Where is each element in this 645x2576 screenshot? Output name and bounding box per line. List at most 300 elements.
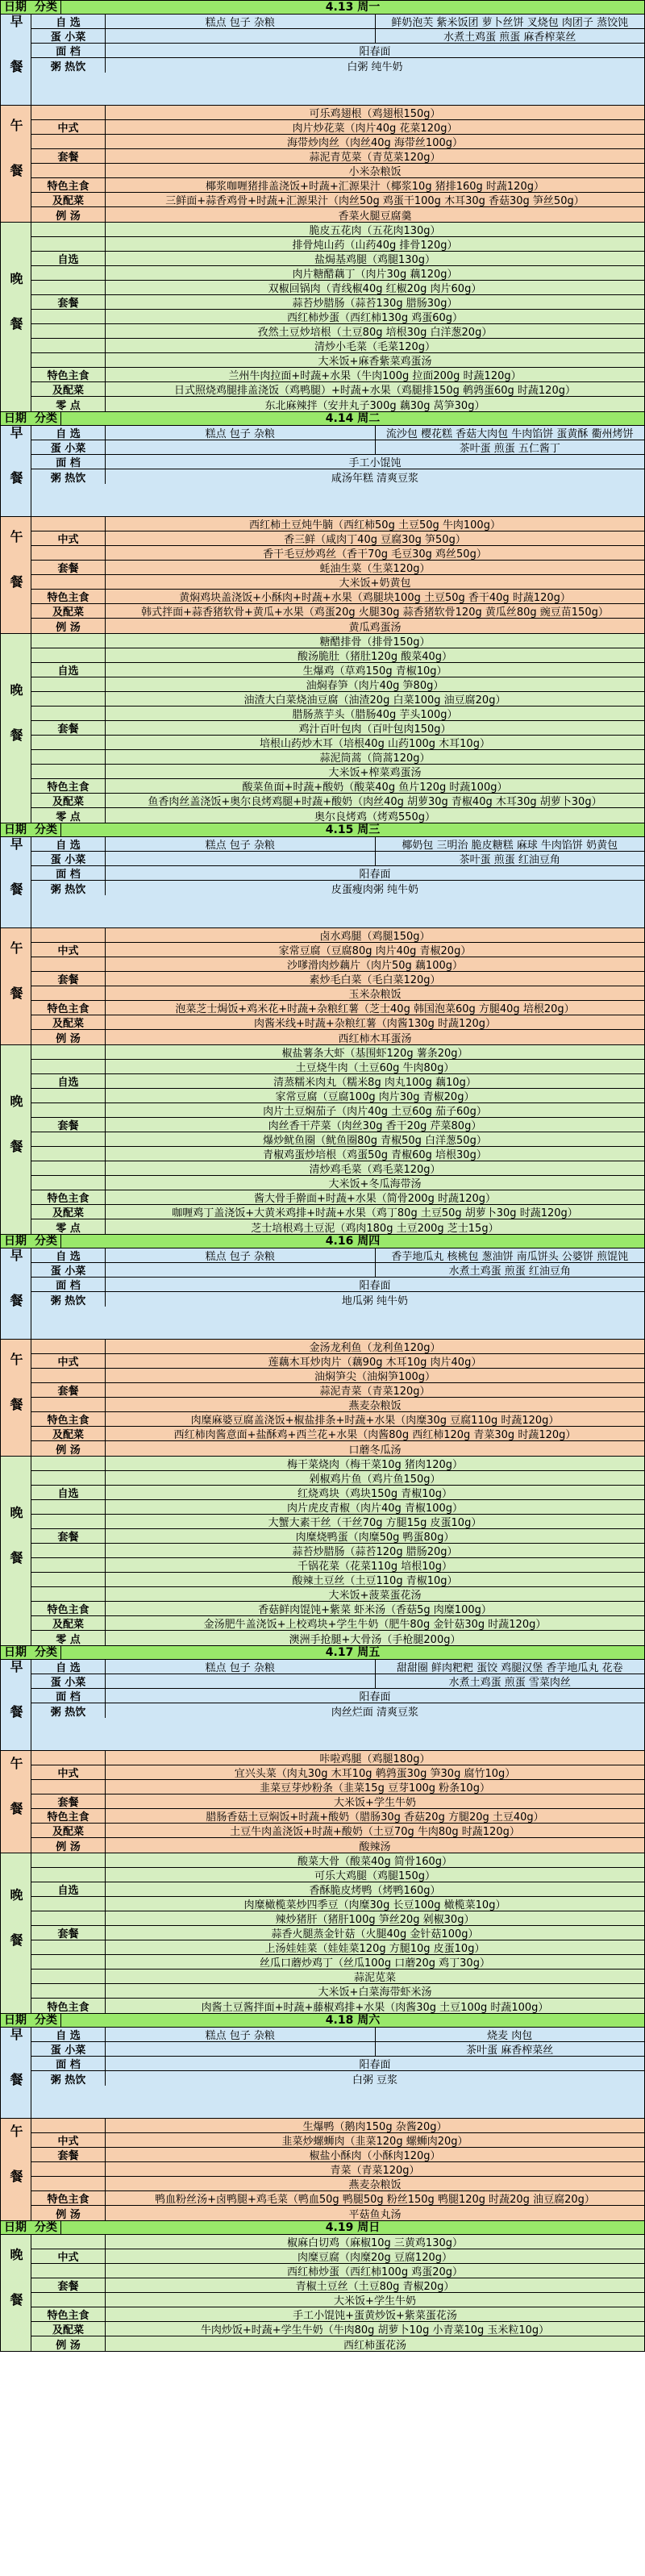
menu-item: 西红柿炒蛋（西红柿130g 鸡蛋60g） [287, 312, 463, 323]
menu-item: 双椒回锅肉（青线椒40g 红椒20g 肉片60g） [268, 283, 482, 294]
menu-row [31, 324, 644, 339]
meal-name: 晚餐 [8, 1094, 23, 1185]
item-grid [106, 1263, 644, 1277]
row-category: 例 汤 [31, 1838, 106, 1853]
meal-label [1, 2119, 31, 2220]
meal-name: 午餐 [8, 1757, 23, 1847]
row-category: 自选 [31, 663, 106, 677]
row-category [31, 517, 106, 531]
menu-item: 三鲜面+蒜香鸡骨+时蔬+汇源果汁（肉丝50g 鸡蛋干100g 木耳30g 香菇30g 笋丝50g） [165, 195, 585, 206]
menu-item: 梅干菜烧肉（梅干菜10g 猪肉120g） [287, 1459, 463, 1470]
row-category: 及配菜 [31, 382, 106, 396]
meal-name: 早餐 [8, 2028, 23, 2118]
menu-row [31, 721, 644, 736]
meal-rows [31, 2119, 644, 2220]
menu-row [31, 1278, 644, 1292]
menu-row [31, 1765, 644, 1780]
menu-item: 宜兴头菜（肉丸30g 木耳10g 鹌鹑蛋30g 笋30g 腐竹10g） [234, 1768, 516, 1779]
row-category: 自 选 [31, 2028, 106, 2041]
meal-name: 早餐 [8, 837, 23, 927]
meal-block [1, 15, 644, 106]
menu-item: 大米饭+学生牛奶 [334, 2295, 416, 2307]
menu-item: 卤水鸡腿（鸡腿150g） [319, 931, 431, 942]
menu-item: 泡菜芝士焗饭+鸡米花+时蔬+杂粮红薯（芝士40g 韩国泡菜60g 方腿40g 培根20g） [175, 1003, 575, 1015]
menu-item: 肉糜橄榄菜炒四季豆（肉糜30g 长豆100g 橄榄菜10g） [243, 1899, 506, 1911]
menu-row [31, 353, 644, 368]
meal-rows [31, 426, 644, 516]
row-category: 自 选 [31, 15, 106, 28]
menu-row [31, 590, 644, 604]
grid-item: 甜甜圈 鲜肉粑粑 蛋饺 鸡腿汉堡 香芋地瓜丸 花卷 [396, 1662, 623, 1674]
menu-row [31, 1471, 644, 1486]
row-category [31, 765, 106, 778]
menu-item: 清炒鸡毛菜（鸡毛菜120g） [309, 1164, 441, 1175]
meal-name: 晚餐 [8, 1888, 23, 1978]
meal-rows [31, 106, 644, 222]
menu-row [31, 397, 644, 411]
menu-row [31, 193, 644, 207]
meal-rows [31, 1248, 644, 1339]
meal-label [1, 634, 31, 823]
menu-item: 椒麻白切鸡（麻椒10g 三黄鸡130g） [287, 2237, 463, 2249]
menu-item: 香三鲜（咸肉丁40g 豆腐30g 笋50g） [284, 534, 466, 545]
row-category: 特色主食 [31, 2307, 106, 2321]
row-category [31, 1471, 106, 1485]
row-category: 面 档 [31, 1278, 106, 1291]
meal-name: 晚餐 [8, 683, 23, 773]
menu-item: 口蘑冬瓜汤 [348, 1444, 402, 1456]
grid-item: 烧麦 肉包 [487, 2030, 533, 2041]
row-category [31, 2162, 106, 2176]
menu-row [31, 808, 644, 823]
row-category [31, 692, 106, 706]
menu-item: 地瓜粥 纯牛奶 [341, 1294, 409, 1307]
menu-item: 手工小馄饨+蛋黄炒饭+紫菜蛋花汤 [293, 2310, 457, 2321]
menu-row [31, 1176, 644, 1190]
menu-row [31, 1398, 644, 1412]
menu-item: 千锅花菜（花菜110g 培根10g） [298, 1561, 452, 1572]
menu-item: 韭菜炒螺蛳肉（韭菜120g 螺蛳肉20g） [281, 2136, 468, 2147]
menu-row [31, 736, 644, 750]
type-label: 分类 [35, 823, 57, 836]
menu-row [31, 426, 644, 440]
meal-rows [31, 1660, 644, 1750]
menu-row [31, 1001, 644, 1015]
menu-item: 兰州牛肉拉面+时蔬+水果（牛肉100g 拉面200g 时蔬120g） [228, 370, 522, 381]
menu-item: 韩式拌面+蒜香猪软骨+黄瓜+水果（鸡蛋20g 火腿30g 蒜香猪软骨120g 黄瓜丝80g 豌豆苗150g） [141, 606, 609, 618]
menu-row [31, 1703, 644, 1718]
menu-item: 黄瓜鸡蛋汤 [348, 621, 402, 633]
meal-name: 午餐 [8, 530, 23, 620]
menu-item: 糖醋排骨（排骨150g） [319, 636, 431, 648]
menu-item: 西红柿肉酱意面+盐酥鸡+西兰花+水果（肉酱80g 西红柿120g 青菜30g 时蔬120g） [173, 1429, 576, 1440]
row-category: 自 选 [31, 426, 106, 440]
row-category [31, 164, 106, 177]
row-category: 自选 [31, 1882, 106, 1896]
row-category [31, 1751, 106, 1765]
menu-item: 椒盐小酥肉（小酥肉120g） [309, 2150, 441, 2161]
menu-row [31, 1853, 644, 1868]
menu-row [31, 1955, 644, 1970]
row-category [31, 281, 106, 294]
meal-block [1, 634, 644, 823]
row-category: 及配菜 [31, 2322, 106, 2336]
menu-item: 阳春面 [359, 869, 391, 880]
menu-row [31, 2293, 644, 2307]
row-category [31, 1853, 106, 1867]
day-title: 4.17 周五 [325, 1646, 381, 1659]
menu-item: 西红柿木耳蛋汤 [338, 1032, 412, 1044]
meal-label [1, 223, 31, 411]
menu-item: 酸辣土豆丝（土豆110g 青椒10g） [292, 1575, 458, 1586]
menu-row [31, 1911, 644, 1926]
row-category: 面 档 [31, 44, 106, 57]
menu-row [31, 2028, 644, 2042]
menu-item: 酸菜大骨（酸菜40g 简骨160g） [298, 1856, 452, 1867]
item-grid [106, 29, 644, 43]
row-category: 特色主食 [31, 2191, 106, 2205]
menu-row [31, 2177, 644, 2191]
date-label: 日期 [4, 2014, 27, 2027]
menu-item: 海带炒肉丝（肉丝40g 海带丝100g） [287, 137, 463, 148]
meal-rows [31, 1457, 644, 1645]
row-category: 套餐 [31, 2278, 106, 2292]
row-category [31, 957, 106, 971]
row-category: 及配菜 [31, 193, 106, 206]
row-category [31, 546, 106, 560]
menu-row [31, 986, 644, 1001]
meal-block [1, 426, 644, 517]
menu-item: 阳春面 [359, 2059, 391, 2070]
item-grid [106, 837, 644, 851]
meal-rows [31, 1340, 644, 1456]
grid-item: 茶叶蛋 煎蛋 红油豆角 [459, 854, 560, 865]
menu-row [31, 1030, 644, 1044]
meal-label [1, 426, 31, 516]
type-label: 分类 [35, 2221, 57, 2234]
row-category [31, 1060, 106, 1073]
date-label: 日期 [4, 1235, 27, 1248]
item-grid [106, 426, 644, 440]
row-category [31, 1500, 106, 1514]
row-category: 蛋 小菜 [31, 852, 106, 865]
menu-row [31, 957, 644, 972]
meal-name: 早餐 [8, 15, 23, 105]
row-category [31, 1176, 106, 1190]
meal-block [1, 1660, 644, 1751]
menu-item: 培根山药炒木耳（培根40g 山药100g 木耳10g） [260, 738, 490, 749]
menu-item: 辣炒猪肝（猪肝100g 笋丝20g 剁椒30g） [275, 1914, 475, 1925]
menu-row [31, 237, 644, 252]
meal-label [1, 106, 31, 222]
grid-item: 水煮土鸡蛋 煎蛋 红油豆角 [448, 1265, 571, 1277]
menu-row [31, 1689, 644, 1703]
row-category: 中式 [31, 120, 106, 134]
meal-name: 午餐 [8, 2124, 23, 2215]
day-header [1, 2014, 644, 2028]
row-category: 套餐 [31, 1794, 106, 1808]
row-category: 中式 [31, 531, 106, 545]
menu-row [31, 1015, 644, 1030]
row-category: 套餐 [31, 721, 106, 735]
menu-item: 酸汤脆肚（猪肚120g 酸菜40g） [298, 651, 452, 662]
menu-item: 平菇鱼丸汤 [348, 2208, 402, 2220]
date-type-cell [1, 412, 61, 425]
day-title: 4.19 周日 [325, 2221, 381, 2234]
menu-row [31, 1926, 644, 1940]
row-category [31, 1147, 106, 1161]
menu-item: 大米饭+学生牛奶 [334, 1797, 416, 1808]
row-category: 粥 热饮 [31, 2071, 106, 2086]
menu-item: 牛肉炒饭+时蔬+学生牛奶（牛肉80g 胡萝卜10g 小青菜10g 玉米粒10g） [200, 2324, 550, 2336]
meal-block [1, 106, 644, 223]
row-category [31, 135, 106, 148]
meal-rows [31, 2235, 644, 2351]
date-label: 日期 [4, 1, 27, 14]
meal-block [1, 1853, 644, 2014]
day-header [1, 1, 644, 15]
menu-item: 金汤肥牛盖浇饭+上校鸡块+学生牛奶（肥牛80g 金针菇30g 时蔬120g） [203, 1619, 547, 1630]
row-category: 例 汤 [31, 1030, 106, 1044]
menu-item: 大蟹大素干丝（干丝70g 方腿15g 皮蛋10g） [268, 1517, 482, 1528]
menu-item: 蒜香火腿蒸金针菇（火腿40g 金针菇100g） [271, 1928, 479, 1940]
item-grid [106, 1660, 644, 1674]
menu-item: 香酥脆皮烤鸭（烤鸭160g） [309, 1885, 441, 1896]
meal-rows [31, 517, 644, 633]
menu-item: 日式照烧鸡腿排盖浇饭（鸡鸭腿）+时蔬+水果（鸡腿排150g 鹌鹑蛋60g 时蔬120g） [174, 385, 576, 396]
menu-row [31, 575, 644, 590]
row-category [31, 1398, 106, 1411]
date-type-cell [1, 2221, 61, 2234]
grid-item [106, 440, 376, 454]
menu-row [31, 2322, 644, 2336]
menu-item: 黄焖鸡块盖浇饭+小酥肉+时蔬+水果（鸡腿块100g 土豆50g 香干40g 时蔬120g） [179, 592, 571, 603]
menu-row [31, 2278, 644, 2293]
menu-row [31, 881, 644, 895]
row-category [31, 324, 106, 338]
row-category [31, 1045, 106, 1059]
menu-row [31, 928, 644, 943]
menu-item: 脆皮五花肉（五花肉130g） [309, 225, 441, 236]
row-category: 自 选 [31, 837, 106, 851]
row-category [31, 736, 106, 749]
row-category: 粥 热饮 [31, 469, 106, 484]
menu-row [31, 339, 644, 353]
row-category [31, 1587, 106, 1601]
menu-item: 土豆烧牛肉（土豆60g 牛肉80g） [295, 1062, 455, 1073]
grid-item: 糕点 包子 杂粮 [106, 837, 376, 851]
menu-item: 大米饭+菠菜蛋花汤 [328, 1590, 422, 1601]
meal-label [1, 15, 31, 105]
date-label: 日期 [4, 1646, 27, 1659]
menu-item: 剁椒鸡片鱼（鸡片鱼150g） [309, 1473, 441, 1485]
date-type-cell [1, 2014, 61, 2027]
menu-item: 清炒小毛菜（毛菜120g） [314, 341, 436, 352]
row-category: 零 点 [31, 808, 106, 823]
menu-row [31, 1616, 644, 1631]
meal-name: 早餐 [8, 1248, 23, 1339]
row-category: 特色主食 [31, 178, 106, 192]
row-category: 中式 [31, 2133, 106, 2147]
menu-item: 家常豆腐（豆腐80g 肉片40g 青椒20g） [278, 945, 472, 957]
meal-label [1, 1751, 31, 1853]
menu-row [31, 2148, 644, 2162]
menu-row [31, 455, 644, 469]
row-category [31, 1132, 106, 1146]
menu-row [31, 707, 644, 721]
row-category [31, 648, 106, 662]
menu-row [31, 1190, 644, 1205]
date-label: 日期 [4, 823, 27, 836]
menu-item: 肉片虎皮青椒（肉片40g 青椒100g） [287, 1503, 463, 1514]
menu-row [31, 531, 644, 546]
grid-item: 糕点 包子 杂粮 [106, 15, 376, 28]
menu-item: 上汤娃娃菜（娃娃菜120g 方腿10g 皮蛋10g） [264, 1943, 485, 1954]
menu-row [31, 1383, 644, 1398]
menu-item: 肉片土豆焖茄子（肉片40g 土豆60g 茄子60g） [263, 1106, 487, 1117]
menu-row [31, 794, 644, 808]
menu-row [31, 677, 644, 692]
menu-item: 排骨炖山药（山药40g 排骨120g） [292, 240, 458, 251]
grid-item: 流沙包 樱花糕 香菇大肉包 牛肉馅饼 蛋黄酥 衢州烤饼 [385, 428, 634, 440]
menu-item: 澳洲手抢腿+大骨汤（手枪腿200g） [289, 1633, 461, 1645]
menu-item: 肉糜烧鸭蛋（肉糜50g 鸭蛋80g） [295, 1532, 455, 1543]
row-category: 特色主食 [31, 1001, 106, 1015]
grid-item: 糕点 包子 杂粮 [106, 426, 376, 440]
row-category: 中式 [31, 2249, 106, 2263]
row-category: 自选 [31, 1074, 106, 1088]
row-category: 特色主食 [31, 1190, 106, 1204]
row-category: 及配菜 [31, 1616, 106, 1630]
grid-item: 糕点 包子 杂粮 [106, 1660, 376, 1674]
menu-row [31, 2162, 644, 2177]
menu-row [31, 1529, 644, 1544]
row-category: 及配菜 [31, 1427, 106, 1440]
row-category: 中式 [31, 1765, 106, 1779]
menu-item: 香干毛豆炒鸡丝（香干70g 毛豆30g 鸡丝50g） [263, 548, 487, 560]
menu-row [31, 382, 644, 397]
menu-row [31, 2057, 644, 2071]
meal-block [1, 2119, 644, 2221]
row-category [31, 1970, 106, 1983]
menu-row [31, 1602, 644, 1616]
row-category: 蛋 小菜 [31, 29, 106, 43]
menu-item: 孜然土豆炒培根（土豆80g 培根30g 白洋葱20g） [257, 327, 493, 338]
row-category: 特色主食 [31, 590, 106, 603]
meal-label [1, 2235, 31, 2351]
menu-item: 肉糜麻婆豆腐盖浇饭+椒盐排条+时蔬+水果（肉糜30g 豆腐110g 时蔬120g） [190, 1415, 560, 1426]
menu-row [31, 1751, 644, 1765]
meal-rows [31, 223, 644, 411]
date-label: 日期 [4, 2221, 27, 2234]
meal-rows [31, 634, 644, 823]
menu-item: 香菜火腿豆腐羹 [338, 210, 412, 222]
menu-row [31, 619, 644, 633]
meal-label [1, 1248, 31, 1339]
menu-item: 青椒土豆丝（土豆80g 青椒20g） [295, 2281, 455, 2292]
grid-item: 香芋地瓜丸 核桃包 葱油饼 南瓜饼头 公婆饼 煎馄饨 [391, 1251, 629, 1262]
menu-item: 大米饭+白菜海带虾米汤 [318, 1986, 432, 1998]
menu-row [31, 1882, 644, 1897]
menu-item: 咖喱鸡丁盖浇饭+大黄米鸡排+时蔬+水果（鸡丁80g 土豆50g 胡萝卜30g 时蔬120g） [172, 1207, 578, 1219]
menu-row [31, 750, 644, 765]
row-category: 例 汤 [31, 2206, 106, 2220]
menu-row [31, 368, 644, 382]
meal-block [1, 1751, 644, 1853]
menu-row [31, 281, 644, 295]
menu-row [31, 1427, 644, 1441]
menu-item: 西红柿蛋花汤 [343, 2339, 406, 2351]
menu-row [31, 1544, 644, 1558]
menu-item: 白粥 纯牛奶 [347, 60, 403, 73]
menu-row [31, 2133, 644, 2148]
menu-row [31, 44, 644, 58]
item-grid [106, 852, 644, 865]
menu-item: 可乐鸡翅根（鸡翅根150g） [309, 108, 441, 119]
meal-rows [31, 15, 644, 105]
menu-row [31, 1999, 644, 2013]
menu-item: 肉酱土豆酱拌面+时蔬+藤椒鸡排+水果（肉酱30g 土豆100g 时蔬100g） [201, 2001, 549, 2013]
date-label: 日期 [4, 412, 27, 425]
type-label: 分类 [35, 1, 57, 14]
menu-row [31, 106, 644, 120]
menu-row [31, 1500, 644, 1515]
row-category [31, 1089, 106, 1103]
row-category [31, 1340, 106, 1353]
row-category [31, 1940, 106, 1954]
menu-row [31, 1868, 644, 1882]
menu-row [31, 1457, 644, 1471]
menu-item: 沙嗲滑肉炒藕片（肉片50g 藕100g） [287, 960, 463, 971]
row-category: 蛋 小菜 [31, 1674, 106, 1688]
date-type-cell [1, 1235, 61, 1248]
menu-item: 肉丝香干芹菜（肉丝30g 香干20g 芹菜80g） [268, 1120, 482, 1132]
menu-row [31, 1132, 644, 1147]
meal-name: 早餐 [8, 1660, 23, 1750]
row-category [31, 237, 106, 251]
menu-row [31, 149, 644, 164]
meal-label [1, 1457, 31, 1645]
grid-item: 茶叶蛋 煎蛋 五仁酱丁 [459, 443, 560, 454]
menu-row [31, 223, 644, 237]
menu-item: 生爆鸭（鹅肉150g 杂酱20g） [302, 2121, 447, 2132]
menu-item: 蒜泥苋菜 [353, 1972, 396, 1983]
row-category [31, 1911, 106, 1925]
menu-row [31, 1074, 644, 1089]
menu-item: 大米饭+冬瓜海带汤 [328, 1178, 422, 1190]
menu-row [31, 852, 644, 866]
row-category: 例 汤 [31, 207, 106, 222]
menu-item: 青椒鸡蛋炒培根（鸡蛋50g 青椒60g 培根30g） [263, 1149, 487, 1161]
row-category: 及配菜 [31, 1824, 106, 1837]
menu-row [31, 1147, 644, 1161]
day-title: 4.14 周二 [325, 412, 381, 425]
menu-row [31, 546, 644, 561]
grid-item: 水煮土鸡蛋 煎蛋 麻香榨菜丝 [443, 31, 576, 43]
menu-item: 生爆鸡（草鸡150g 青椒10g） [302, 665, 447, 677]
menu-row [31, 692, 644, 707]
meal-block [1, 1045, 644, 1235]
day-header [1, 1646, 644, 1660]
menu-item: 蒜泥筒蒿（筒蒿120g） [319, 752, 431, 764]
row-category [31, 1984, 106, 1998]
meal-name: 晚餐 [8, 272, 23, 362]
row-category: 及配菜 [31, 604, 106, 618]
row-category [31, 575, 106, 589]
row-category: 套餐 [31, 295, 106, 309]
menu-row [31, 1205, 644, 1219]
meal-block [1, 1457, 644, 1646]
